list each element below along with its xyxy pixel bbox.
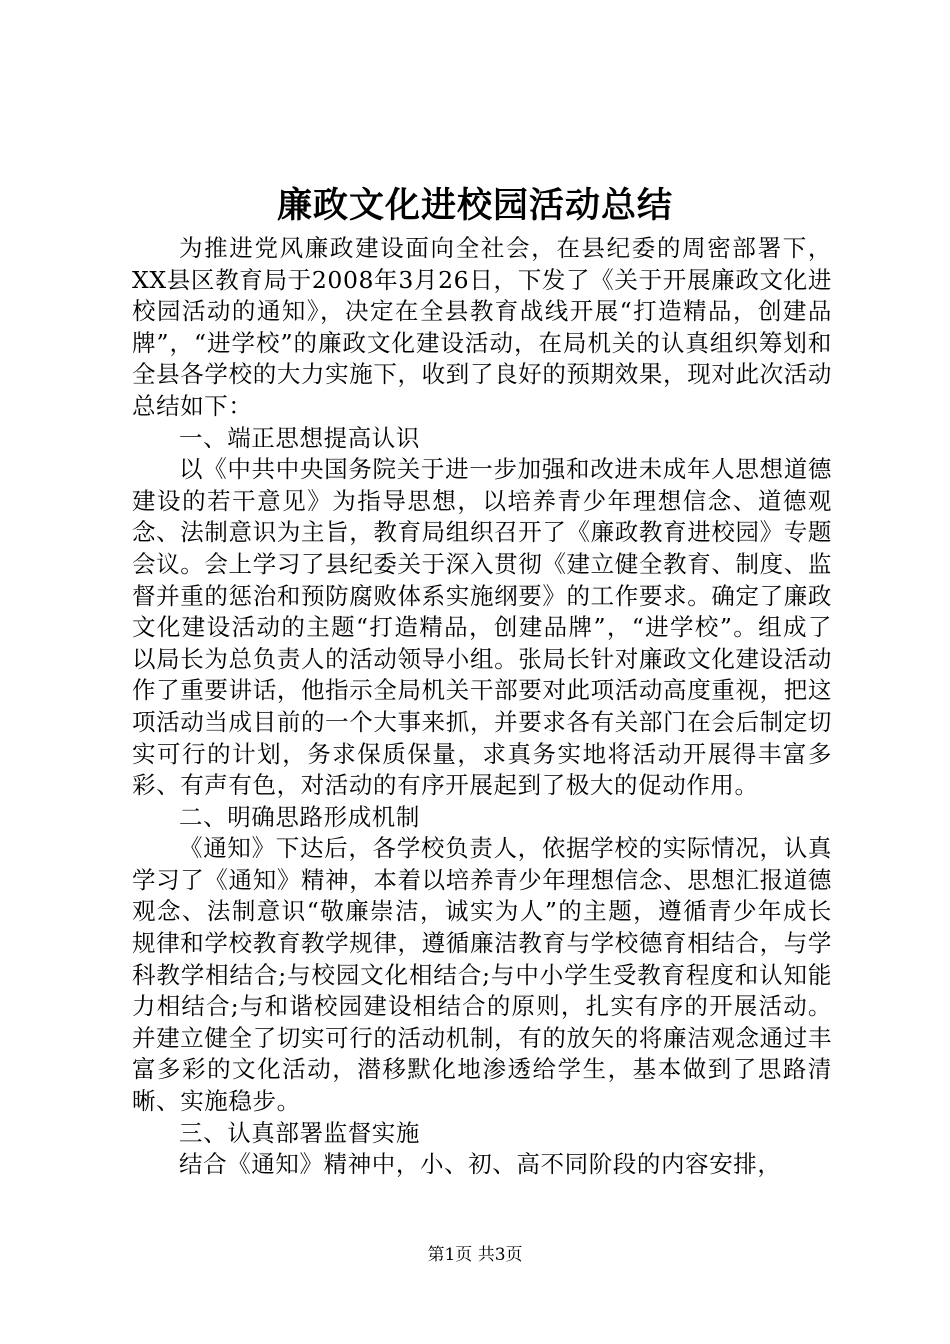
section-2-paragraph: 《通知》下达后，各学校负责人，依据学校的实际情况，认真学习了《通知》精神，本着以培养青少年理想信念、思想汇报道德观念、法制意识“敬廉崇洁，诚实为人”的主题，遵循青少年成长规律和学校教育教学规律，遵循廉洁教育与学校德育相结合，与学科教学相结合;与校园文化相结合;与中小学生受教育程度和认知能力相结合;与和谐校园建设相结合的原则，扎实有序的开展活动。并建立健全了切实可行的活动机制，有的放矢的将廉洁观念通过丰富多彩的文化活动，潜移默化地渗透给学生，基本做到了思路清晰、实施稳步。 [132, 834, 832, 1116]
section-heading-1: 一、端正思想提高认识 [179, 423, 420, 452]
section-heading-3: 三、认真部署监督实施 [179, 1118, 420, 1147]
page-footer: 第1页 共3页 [427, 1245, 523, 1265]
intro-paragraph: 为推进党风廉政建设面向全社会，在县纪委的周密部署下，XX县区教育局于2008年3月26日，下发了《关于开展廉政文化进校园活动的通知》，决定在全县教育战线开展“打造精品，创建品牌”，“进学校”的廉政文化建设活动，在局机关的认真组织筹划和全县各学校的大力实施下，收到了良好的预期效果，现对此次活动总结如下： [132, 234, 832, 420]
section-1-paragraph: 以《中共中央国务院关于进一步加强和改进未成年人思想道德建设的若干意见》为指导思想，以培养青少年理想信念、道德观念、法制意识为主旨，教育局组织召开了《廉政教育进校园》专题会议。会上学习了县纪委关于深入贯彻《建立健全教育、制度、监督并重的惩治和预防腐败体系实施纲要》的工作要求。确定了廉政文化建设活动的主题“打造精品，创建品牌”，“进学校”。组成了以局长为总负责人的活动领导小组。张局长针对廉政文化建设活动作了重要讲话，他指示全局机关干部要对此项活动高度重视，把这项活动当成目前的一个大事来抓，并要求各有关部门在会后制定切实可行的计划，务求保质保量，求真务实地将活动开展得丰富多彩、有声有色，对活动的有序开展起到了极大的促动作用。 [132, 455, 832, 800]
section-heading-2: 二、明确思路形成机制 [179, 802, 420, 831]
section-3-paragraph: 结合《通知》精神中，小、初、高不同阶段的内容安排， [179, 1150, 782, 1179]
document-title: 廉政文化进校园活动总结 [276, 185, 673, 226]
document-body [132, 233, 832, 1181]
